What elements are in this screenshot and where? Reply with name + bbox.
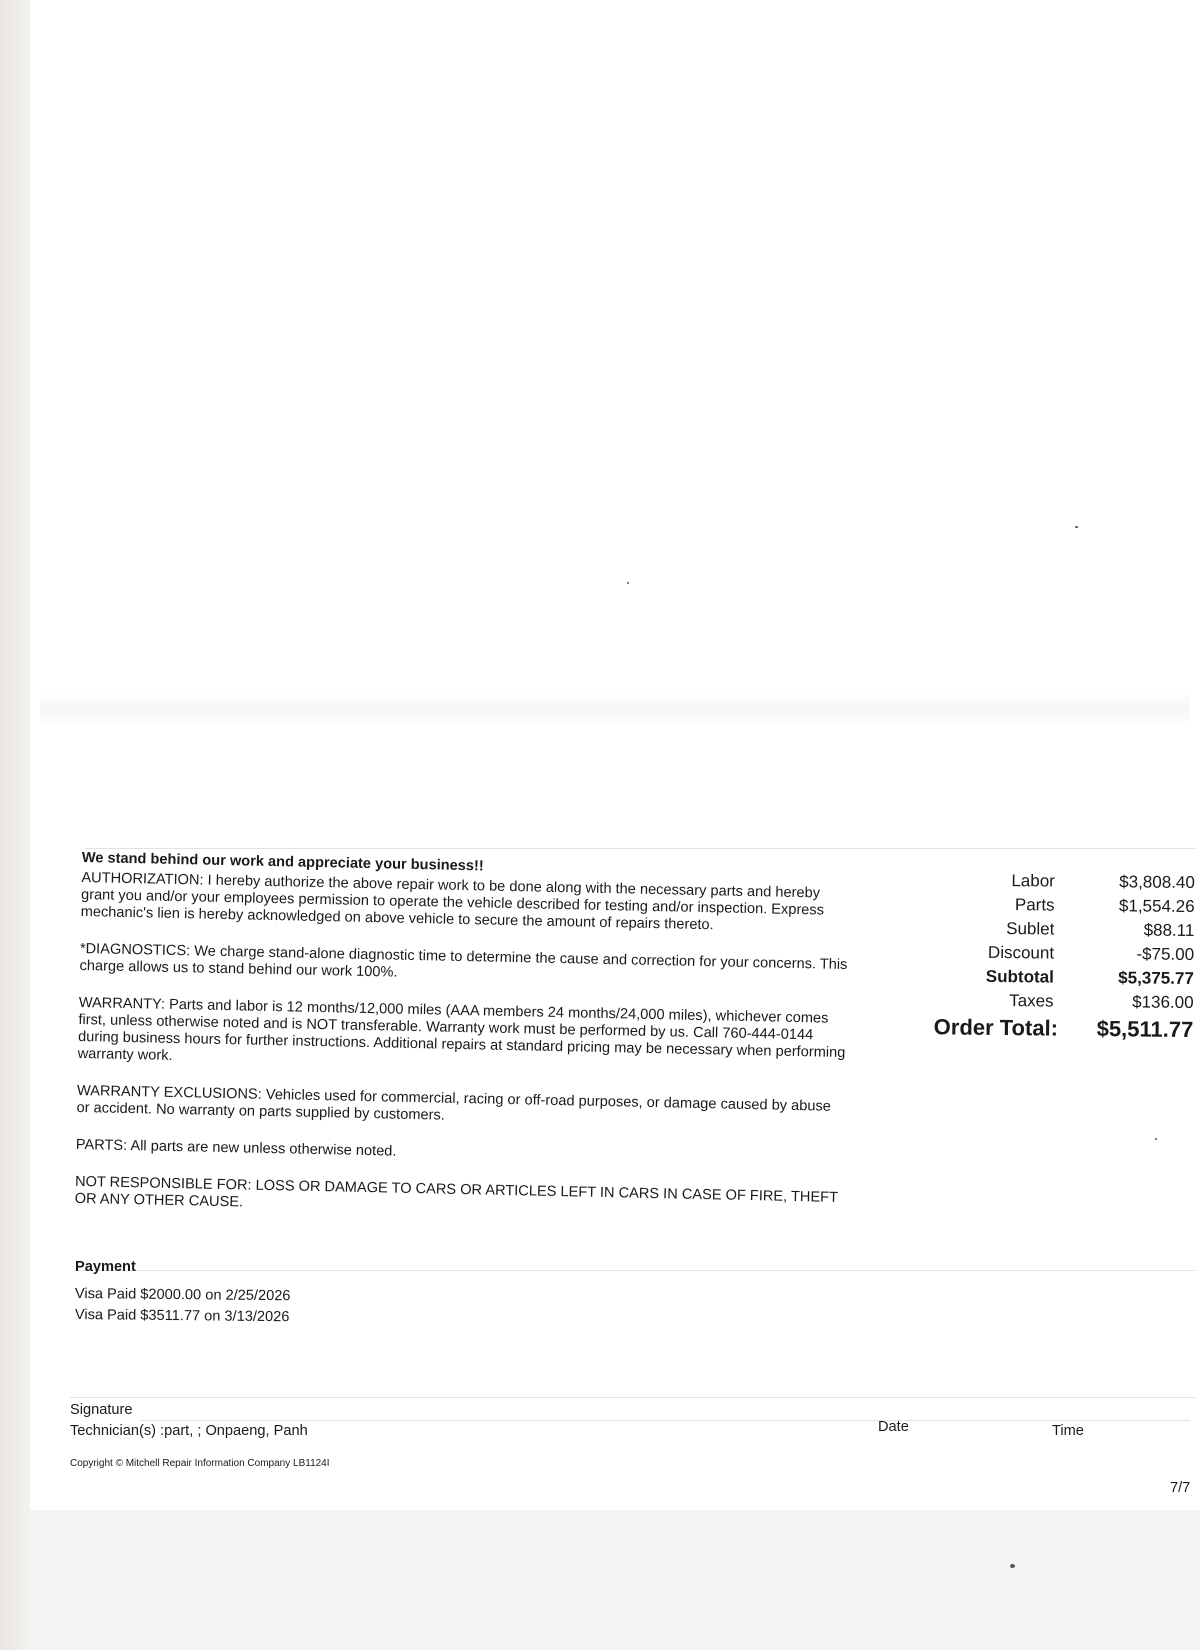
labor-label: Labor [1011,871,1055,891]
warranty-text: WARRANTY: Parts and labor is 12 months/12,000 miles (AAA members 24 months/24,000 miles), whichever comes first, unless otherwise noted and is NOT transferable. Warranty work must be performed by us. Call 760-444-0144 during business hours for further instructions. Additional repairs at standard pricing may be necessary when performing warranty work. [77,994,846,1064]
time-label: Time [1052,1423,1084,1439]
discount-row [904,940,1194,967]
copyright-text: Copyright © Mitchell Repair Information Company LB1124I [70,1458,330,1469]
terms-heading: We stand behind our work and appreciate your business!! [81,850,484,875]
diagnostics-text: *DIAGNOSTICS: We charge stand-alone diagnostic time to determine the cause and correction for your concerns. This charge allows us to stand behind our work 100%. [79,940,848,981]
signature-label: Signature [70,1402,133,1418]
parts-row [904,892,1194,919]
taxes-value: $136.00 [1132,992,1194,1013]
not-responsible-text: NOT RESPONSIBLE FOR: LOSS OR DAMAGE TO CARS OR ARTICLES LEFT IN CARS IN CASE OF FIRE, THEFT OR ANY OTHER CAUSE. [74,1173,838,1211]
sublet-label: Sublet [1006,919,1055,939]
subtotal-row [904,964,1194,991]
sublet-value: $88.11 [1143,920,1195,941]
taxes-label: Taxes [1009,991,1054,1011]
date-label: Date [878,1419,909,1435]
scan-speck [1155,1138,1157,1140]
payment-heading: Payment [75,1259,136,1275]
signature-section [70,1400,308,1442]
technicians-text: Technician(s) :part, ; Onpaeng, Panh [70,1423,308,1439]
labor-row [905,868,1195,895]
terms-section [75,850,852,1224]
order-total-value: $5,511.77 [1096,1016,1194,1043]
totals-section [903,868,1195,1045]
scan-edge [0,0,30,1650]
scan-speck [1075,526,1078,528]
parts-value: $1,554.26 [1118,896,1195,917]
order-total-label: Order Total: [933,1014,1059,1041]
taxes-row [903,988,1193,1015]
payment-line: Visa Paid $3511.77 on 3/13/2026 [74,1306,290,1326]
sublet-row [904,916,1194,943]
subtotal-label: Subtotal [985,966,1054,987]
discount-value: -$75.00 [1136,944,1195,965]
parts-label: Parts [1014,895,1055,915]
signature-divider [70,1397,1195,1398]
order-total-row [903,1012,1193,1045]
authorization-text: AUTHORIZATION: I hereby authorize the above repair work to be done along with the necessary parts and hereby grant you and/or your employees permission to operate the vehicle described for testing and/or inspection. Express mechanic's lien is hereby acknowledged on above vehicle to secure the amount of repairs thereto. [80,869,825,934]
scan-speck [1010,1564,1015,1568]
scan-speck [627,582,629,584]
subtotal-value: $5,375.77 [1118,968,1194,989]
page-number: 7/7 [1170,1480,1191,1496]
payment-section [75,1257,475,1326]
paper-fold-mark [40,690,1190,730]
discount-label: Discount [987,942,1055,963]
warranty-exclusions-text: WARRANTY EXCLUSIONS: Vehicles used for commercial, racing or off-road purposes, or damage caused by abuse or accident. No warranty on parts supplied by customers. [76,1082,832,1124]
payment-line: Visa Paid $2000.00 on 2/25/2026 [74,1285,291,1305]
parts-text: PARTS: All parts are new unless otherwise noted. [75,1136,397,1160]
terms-top-divider [85,848,1195,849]
labor-value: $3,808.40 [1119,872,1195,893]
